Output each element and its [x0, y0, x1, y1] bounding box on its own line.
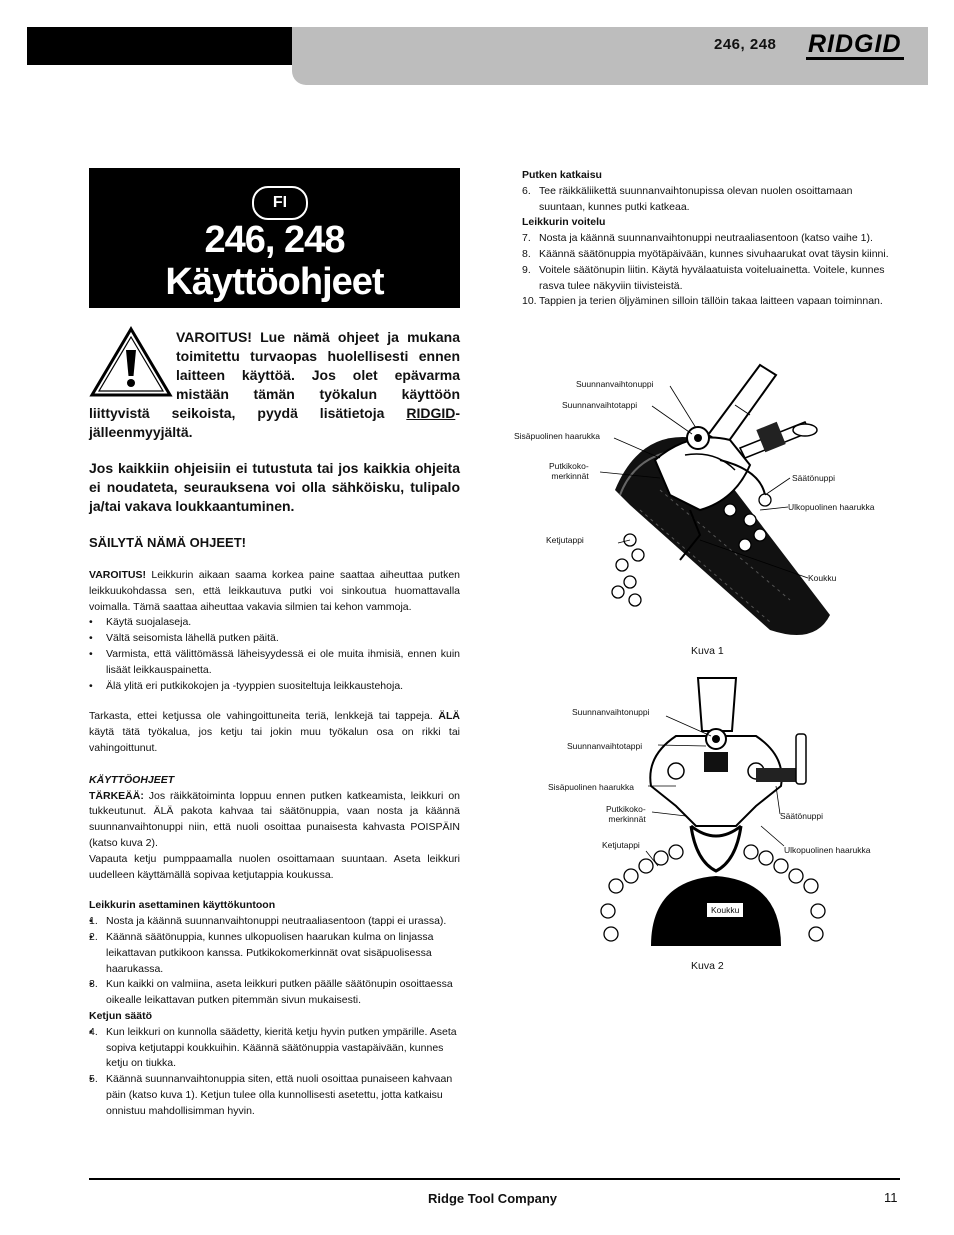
step-text: Tappien ja terien öljyäminen silloin tällöin takaa laitteen vapaan toiminnan.	[539, 295, 883, 308]
caution-label: VAROITUS!	[89, 569, 146, 581]
step-number: • 5.	[89, 1073, 98, 1086]
caution-text: Leikkurin aikaan saama korkea paine saattaa aiheuttaa putken leikkuukohdassa sen, että leikkautuva putki voi sinkoutua huomattavalla voimalla. Tämä saattaa aiheuttaa vakavia silmien tai kehon vammoja.	[89, 569, 460, 613]
step-text: Kun leikkuri on kunnolla säädetty, kieritä ketju hyvin putken ympärille. Aseta sopiva ketjutappi koukkuihin. Käännä säätönuppia vastapäivään, kunnes ketju on tiukka.	[106, 1025, 457, 1070]
step-number: 8.	[522, 247, 531, 260]
step-number: 7.	[522, 232, 531, 245]
step-number: • 4.	[89, 1025, 98, 1038]
fig1-label-chain-pin: Ketjutappi	[546, 535, 584, 545]
ridgid-logo: RIDGID	[808, 30, 902, 58]
header-model: 246, 248	[714, 36, 777, 53]
fig1-label-adj-knob: Säätönuppi	[792, 473, 836, 483]
step-number: • 1.	[89, 915, 98, 928]
fig2-label-chain-pin: Ketjutappi	[602, 840, 640, 850]
list-item	[89, 930, 460, 977]
step-number: 10.	[522, 295, 537, 308]
right-column-body	[522, 168, 892, 310]
fig2-label-size-marks: Putkikoko- merkinnät	[606, 804, 646, 824]
list-item	[522, 231, 892, 247]
list-item	[89, 1072, 460, 1119]
warning-paragraph	[89, 328, 460, 442]
chain-heading: Ketjun säätö	[89, 1009, 153, 1022]
cut-heading: Putken katkaisu	[522, 169, 602, 181]
fig2-label-inner-fork: Sisäpuolinen haarukka	[548, 782, 635, 792]
list-item	[89, 1025, 460, 1072]
language-badge: FI	[252, 186, 308, 220]
inspect-text-a: Tarkasta, ettei ketjussa ole vahingoittuneita teriä, lenkkejä tai tappeja.	[89, 710, 439, 723]
list-item	[522, 247, 892, 263]
lube-steps	[522, 231, 892, 310]
important-text: Jos räikkätoiminta loppuu ennen putken katkeamista, leikkuri on tukkeutunut. ÄLÄ pakota kahvaa tai säätönuppia, vaan nosta ja käännä suunnanvaihtonuppi niin, että nuoli osoittaa punaisesta kahvasta POISPÄIN (katso kuva 2).	[89, 789, 460, 849]
step-number: • 2.	[89, 930, 98, 943]
fig1-label-knob: Suunnanvaihtonuppi	[576, 379, 654, 389]
inspect-paragraph	[89, 709, 460, 756]
fig1-label-inner-fork: Sisäpuolinen haarukka	[514, 431, 601, 441]
title-model: 246, 248	[204, 219, 345, 261]
caution-paragraph	[89, 568, 460, 615]
safety-bullets	[89, 615, 460, 694]
fig2-label-outer-fork: Ulkopuolinen haarukka	[784, 845, 871, 855]
chain-steps	[89, 1025, 460, 1120]
bullet-item: • Varmista, että välittömässä läheisyydessä ei ole muita ihmisiä, ennen kuin lisäät leikkauspainetta.	[89, 647, 460, 679]
warning-consequences: Jos kaikkiin ohjeisiin ei tutustuta tai jos kaikkia ohjeita ei noudateta, seurauksena voi olla sähköisku, tulipalo ja/tai vakava loukkaantuminen.	[89, 460, 460, 514]
page-number: 11	[884, 1190, 898, 1205]
save-instructions-heading: SÄILYTÄ NÄMÄ OHJEET!	[89, 535, 246, 550]
list-item	[522, 294, 892, 310]
title-text-wrap	[89, 0, 460, 320]
list-item	[522, 184, 892, 216]
bullet-item: • Käytä suojalaseja.	[89, 615, 460, 631]
step-number: • 3.	[89, 978, 98, 991]
fig1-label-outer-fork: Ulkopuolinen haarukka	[788, 502, 875, 512]
fig1-label-hook: Koukku	[808, 573, 837, 583]
fig2-label-hook: Koukku	[706, 902, 744, 918]
inspect-bold: ÄLÄ	[438, 710, 460, 723]
list-item	[89, 977, 460, 1009]
fig2-label-pin: Suunnanvaihtotappi	[567, 741, 643, 751]
figure-1-caption: Kuva 1	[691, 645, 724, 657]
warning-brand: RIDGID	[406, 405, 456, 421]
step-number: 9.	[522, 263, 531, 276]
cut-steps	[522, 184, 892, 216]
page-title: Käyttöohjeet	[165, 261, 384, 303]
bullet-item: • Älä ylitä eri putkikokojen ja -tyyppien suositeltuja leikkaustehoja.	[89, 679, 460, 695]
fig1-label-size-marks: Putkikoko- merkinnät	[549, 461, 589, 481]
step-text: Kun kaikki on valmiina, aseta leikkuri putken päälle säätönupin osoittaessa oikealle leikattavan putken pitemmän sivun mukaisesti.	[106, 978, 453, 1007]
list-item	[522, 263, 892, 295]
step-text: Käännä suunnanvaihtonuppia siten, että nuoli osoittaa punaiseen kahvaan päin (katso kuva 1). Ketjun tulee olla kunnollisesti asetettu, jotta katkaisu onnistuu mahdollisimman hyvin.	[106, 1073, 453, 1117]
important-label: TÄRKEÄÄ:	[89, 789, 144, 802]
release-paragraph: Vapauta ketju pumppaamalla nuolen osoittamaan suuntaan. Aseta leikkuri uudelleen käyttämällä sopivaa ketjutappia koukussa.	[89, 852, 460, 881]
setup-steps	[89, 914, 460, 1009]
figure-2-caption: Kuva 2	[691, 960, 724, 972]
step-text: Käännä säätönuppia myötäpäivään, kunnes sivuhaarukat ovat täysin kiinni.	[539, 247, 889, 260]
fig2-label-knob: Suunnanvaihtonuppi	[572, 707, 650, 717]
step-text: Nosta ja käännä suunnanvaihtonuppi neutraaliasentoon (tappi ei urassa).	[106, 915, 447, 928]
step-text: Nosta ja käännä suunnanvaihtonuppi neutraaliasentoon (katso vaihe 1).	[539, 232, 873, 245]
step-text: Käännä säätönuppia, kunnes ulkopuolisen haarukan kulma on linjassa leikattavan putkikoon kanssa. Putkikokomerkinnät ovat sisäpuolisessa haarukassa.	[106, 930, 434, 975]
list-item	[89, 914, 460, 930]
footer-divider	[89, 1178, 900, 1180]
fig1-label-pin: Suunnanvaihtotappi	[562, 400, 638, 410]
bullet-item: • Vältä seisomista lähellä putken päitä.	[89, 631, 460, 647]
left-column-body	[89, 568, 460, 1120]
important-paragraph	[89, 789, 460, 852]
lube-heading: Leikkurin voitelu	[522, 216, 606, 229]
warning-text-b: -jälleenmyyjältä.	[89, 405, 460, 440]
setup-heading: Leikkurin asettaminen käyttökuntoon	[89, 899, 276, 912]
warning-text-a: VAROITUS! Lue nämä ohjeet ja mukana toimitettu turvaopas huolellisesti ennen laitteen käyttöä. Jos olet epävarma mistään tämän työkalun käyttöön liittyvistä seikoista, pyydä lisätietoja	[89, 329, 460, 421]
inspect-text-b: käytä tätä työkalua, jos ketju tai jokin muu työkalun osa on rikki tai vahingoittunut.	[89, 726, 460, 754]
usage-heading: KÄYTTÖOHJEET	[89, 773, 175, 786]
fig2-label-adj-knob: Säätönuppi	[780, 811, 824, 821]
footer-company: Ridge Tool Company	[428, 1191, 558, 1206]
step-text: Voitele säätönupin liitin. Käytä hyvälaatuista voiteluainetta. Voitele, kunnes rasva tulee näkyviin tiivisteistä.	[539, 263, 885, 292]
step-text: Tee räikkäliikettä suunnanvaihtonupissa olevan nuolen osoittamaan suuntaan, kunnes putki katkeaa.	[539, 184, 853, 213]
step-number: 6.	[522, 184, 531, 197]
